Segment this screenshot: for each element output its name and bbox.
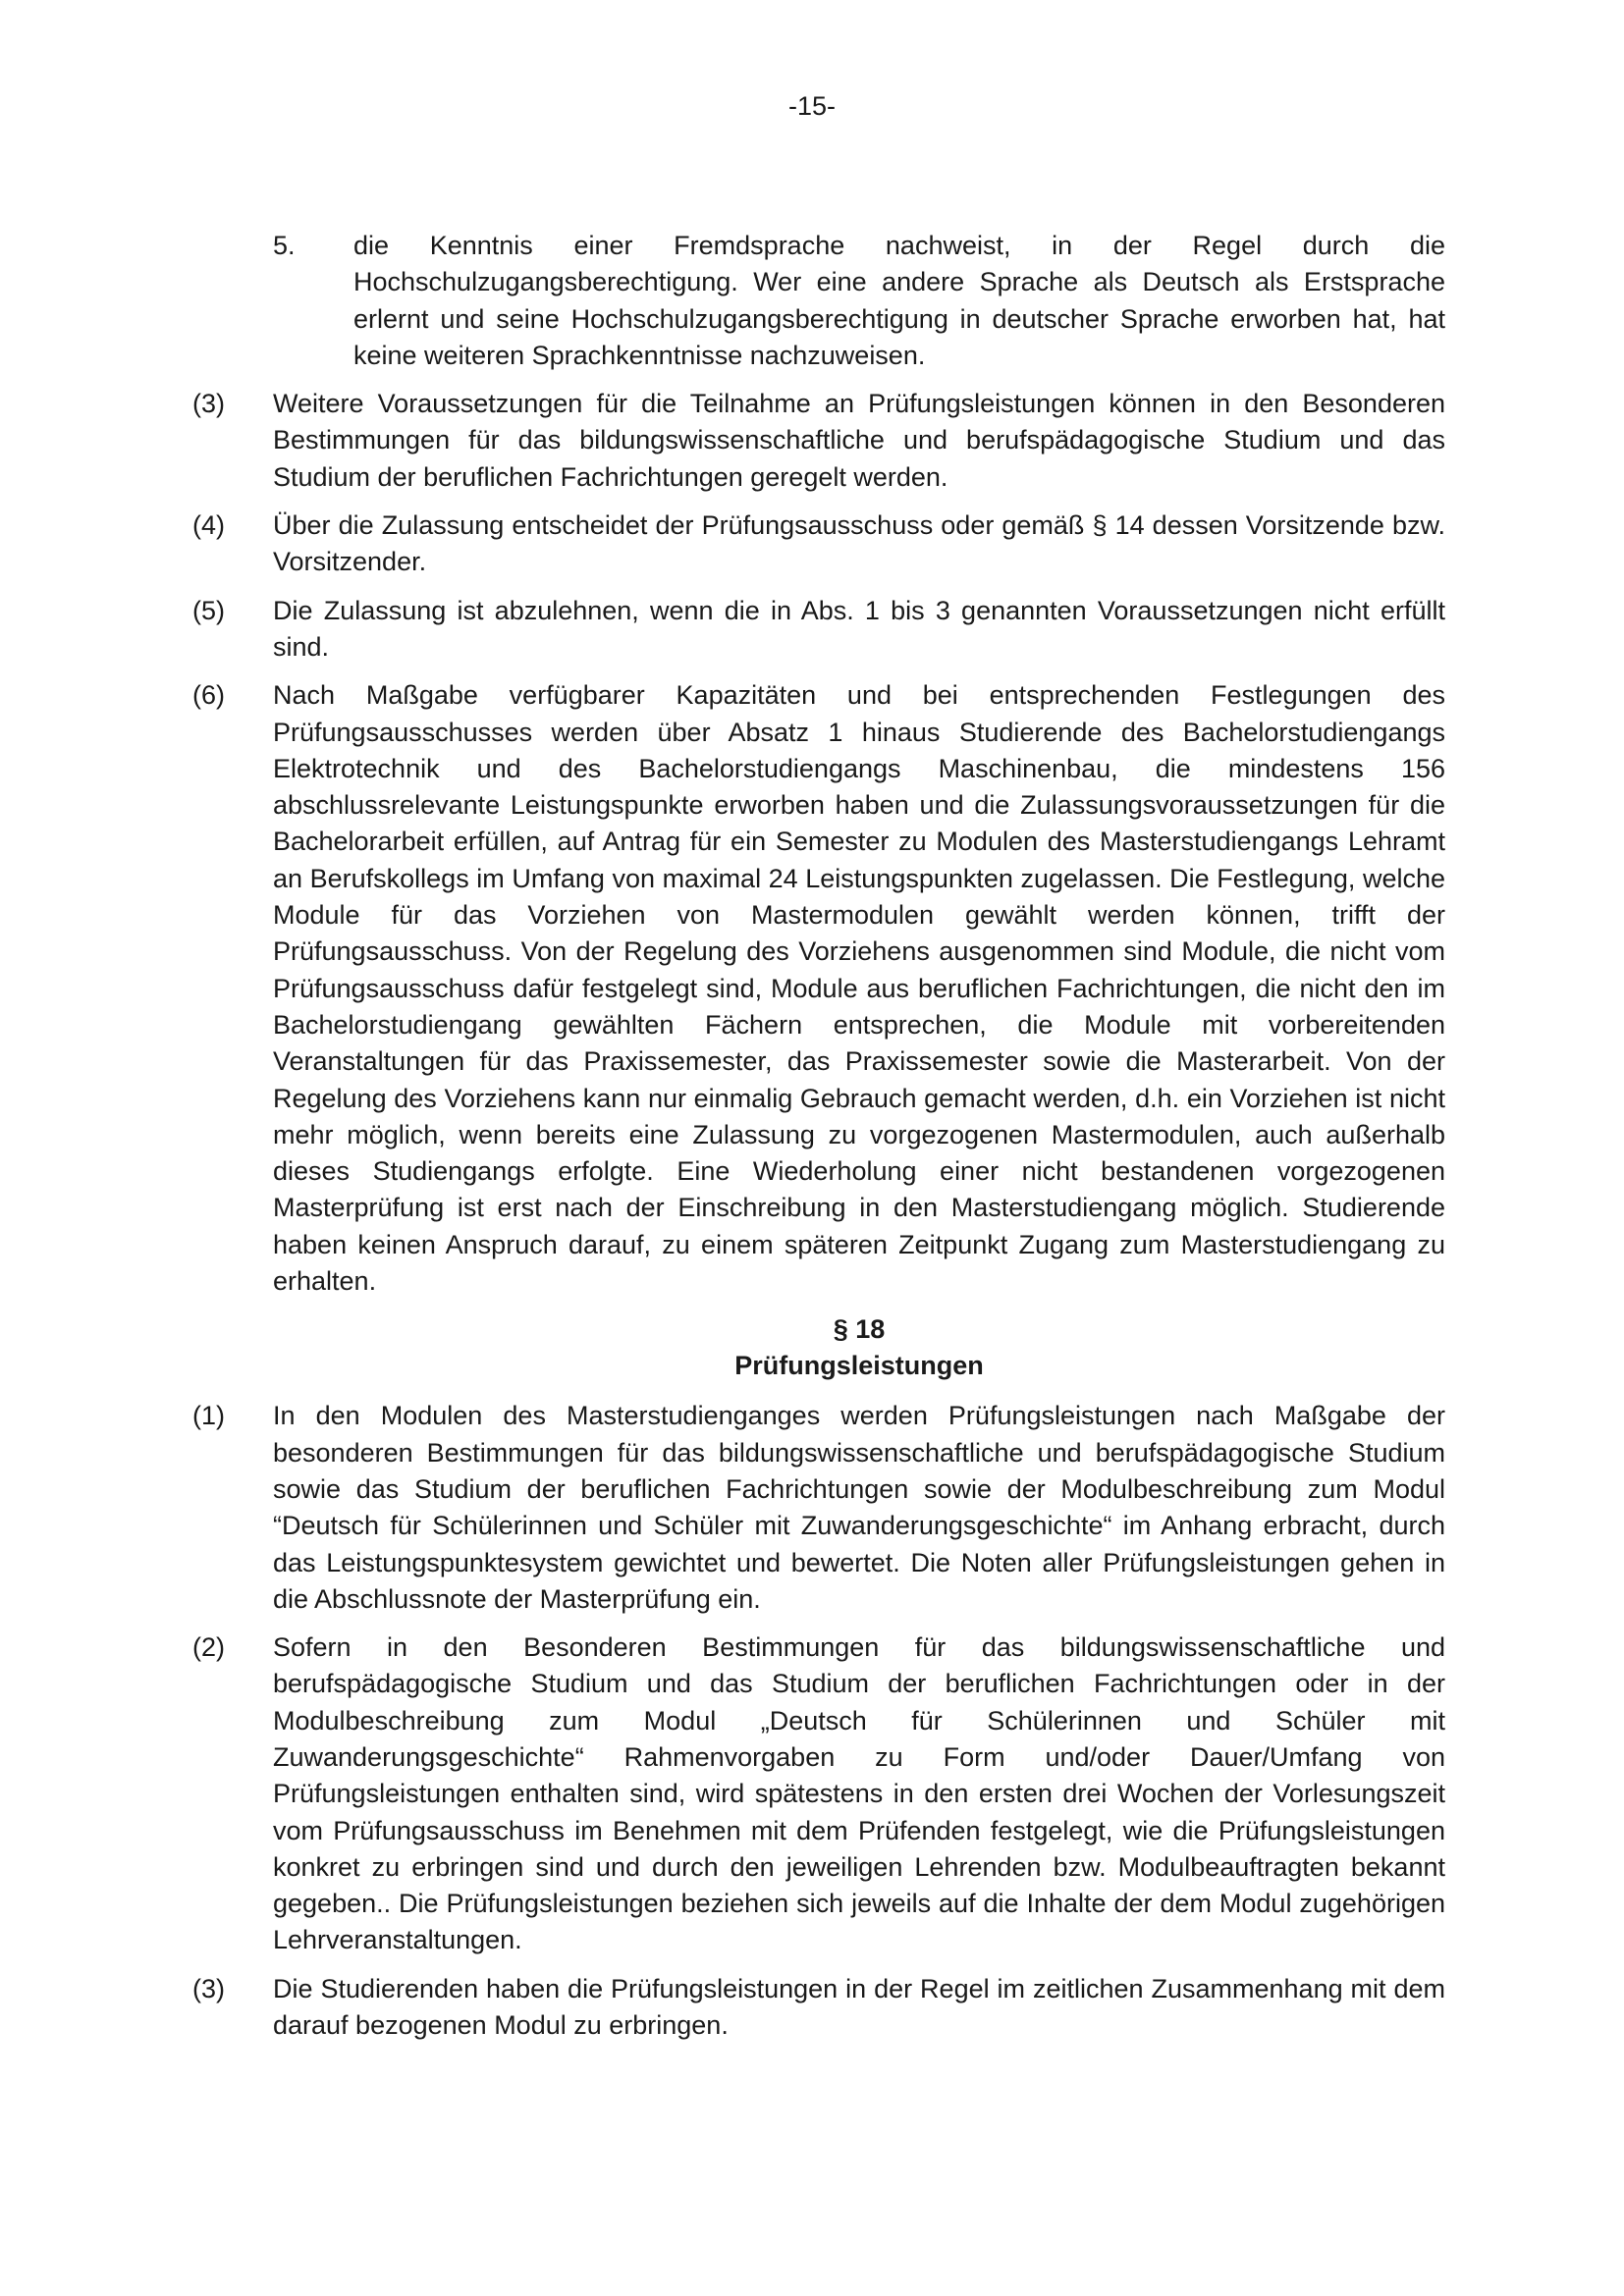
paragraph-text: Die Studierenden haben die Prüfungsleistungen in der Regel im zeitlichen Zusammenhang mit dem darauf bezogenen Modul zu erbringen. — [273, 1973, 1445, 2041]
paragraph-number: (3) — [192, 1973, 225, 2003]
paragraph-number: (6) — [192, 680, 225, 711]
paragraph-number: (4) — [192, 510, 225, 541]
paragraph — [192, 507, 1445, 581]
paragraph-number: (5) — [192, 595, 225, 625]
section-title: Prüfungsleistungen — [734, 1351, 984, 1381]
page-number: -15- — [787, 91, 836, 121]
paragraph — [192, 677, 1445, 1300]
paragraph-text: In den Modulen des Masterstudienganges werden Prüfungsleistungen nach Maßgabe der besonderen Bestimmungen für das bildungswissenschaftliche und berufspädagogische Studium sowie das Studium der beruflichen Fachrichtungen sowie der Modulbeschreibung zum Modul “Deutsch für Schülerinnen und Schüler mit Zuwanderungsgeschichte“ im Anhang erbracht, durch das Leistungspunktesystem gewichtet und bewertet. Die Noten aller Prüfungsleistungen gehen in die Abschlussnote der Masterprüfung ein. — [273, 1401, 1445, 1614]
paragraph — [192, 593, 1445, 667]
paragraph — [192, 386, 1445, 496]
paragraph-text: Über die Zulassung entscheidet der Prüfungsausschuss oder gemäß § 14 dessen Vorsitzende bzw. Vorsitzender. — [273, 510, 1445, 577]
list-number: 5. — [273, 231, 296, 260]
list-item — [192, 228, 1445, 374]
document-body — [192, 228, 1445, 2056]
paragraph — [192, 1629, 1445, 1959]
paragraph — [192, 1398, 1445, 1618]
paragraph-number: (2) — [192, 1632, 225, 1663]
paragraph-text: Nach Maßgabe verfügbarer Kapazitäten und bei entsprechenden Festlegungen des Prüfungsausschusses werden über Absatz 1 hinaus Studierende des Bachelorstudiengangs Elektrotechnik und des Bachelorstudiengangs Maschinenbau, die mindestens 156 abschlussrelevante Leistungspunkte erworben haben und die Zulassungsvoraussetzungen für die Bachelorarbeit erfüllen, auf Antrag für ein Semester zu Modulen des Masterstudiengangs Lehramt an Berufskollegs im Umfang von maximal 24 Leistungspunkten zugelassen. Die Festlegung, welche Module für das Vorziehen von Mastermodulen gewählt werden können, trifft der Prüfungsausschuss. Von der Regelung des Vorziehens ausgenommen sind Module, die nicht vom Prüfungsausschuss dafür festgelegt sind, Module aus beruflichen Fachrichtungen, die nicht den im Bachelorstudiengang gewählten Fächern entsprechen, die Module mit vorbereitenden Veranstaltungen für das Praxissemester, das Praxissemester sowie die Masterarbeit. Von der Regelung des Vorziehens kann nur einmalig Gebrauch gemacht werden, d.h. ein Vorziehen ist nicht mehr möglich, wenn bereits eine Zulassung zu vorgezogenen Mastermodulen, auch außerhalb dieses Studiengangs erfolgte. Eine Wiederholung einer nicht bestandenen vorgezogenen Masterprüfung ist erst nach der Einschreibung in den Masterstudiengang möglich. Studierende haben keinen Anspruch darauf, zu einem späteren Zeitpunkt Zugang zum Masterstudiengang zu erhalten. — [273, 680, 1445, 1297]
section-number: § 18 — [833, 1314, 886, 1345]
section-heading — [192, 1311, 1445, 1384]
paragraph-number: (3) — [192, 389, 225, 419]
list-text: die Kenntnis einer Fremdsprache nachweist, in der Regel durch die Hochschulzugangsberechtigung. Wer eine andere Sprache als Deutsch als Erstsprache erlernt und seine Hochschulzugangsberechtigung in deutscher Sprache erworben hat, hat keine weiteren Sprachkenntnisse nachzuweisen. — [353, 231, 1445, 370]
paragraph-number: (1) — [192, 1401, 225, 1431]
paragraph-text: Die Zulassung ist abzulehnen, wenn die in Abs. 1 bis 3 genannten Voraussetzungen nicht erfüllt sind. — [273, 595, 1445, 662]
paragraph-text: Weitere Voraussetzungen für die Teilnahme an Prüfungsleistungen können in den Besonderen Bestimmungen für das bildungswissenschaftliche und berufspädagogische Studium und das Studium der beruflichen Fachrichtungen geregelt werden. — [273, 389, 1445, 492]
paragraph-text: Sofern in den Besonderen Bestimmungen für das bildungswissenschaftliche und berufspädagogische Studium und das Studium der beruflichen Fachrichtungen oder in der Modulbeschreibung zum Modul „Deutsch für Schülerinnen und Schüler mit Zuwanderungsgeschichte“ Rahmenvorgaben zu Form und/oder Dauer/Umfang von Prüfungsleistungen enthalten sind, wird spätestens in den ersten drei Wochen der Vorlesungszeit vom Prüfungsausschuss im Benehmen mit dem Prüfenden festgelegt, wie die Prüfungsleistungen konkret zu erbringen sind und durch den jeweiligen Lehrenden bzw. Modulbeauftragten bekannt gegeben.. Die Prüfungsleistungen beziehen sich jeweils auf die Inhalte der dem Modul zugehörigen Lehrveranstaltungen. — [273, 1632, 1445, 1955]
paragraph — [192, 1971, 1445, 2045]
